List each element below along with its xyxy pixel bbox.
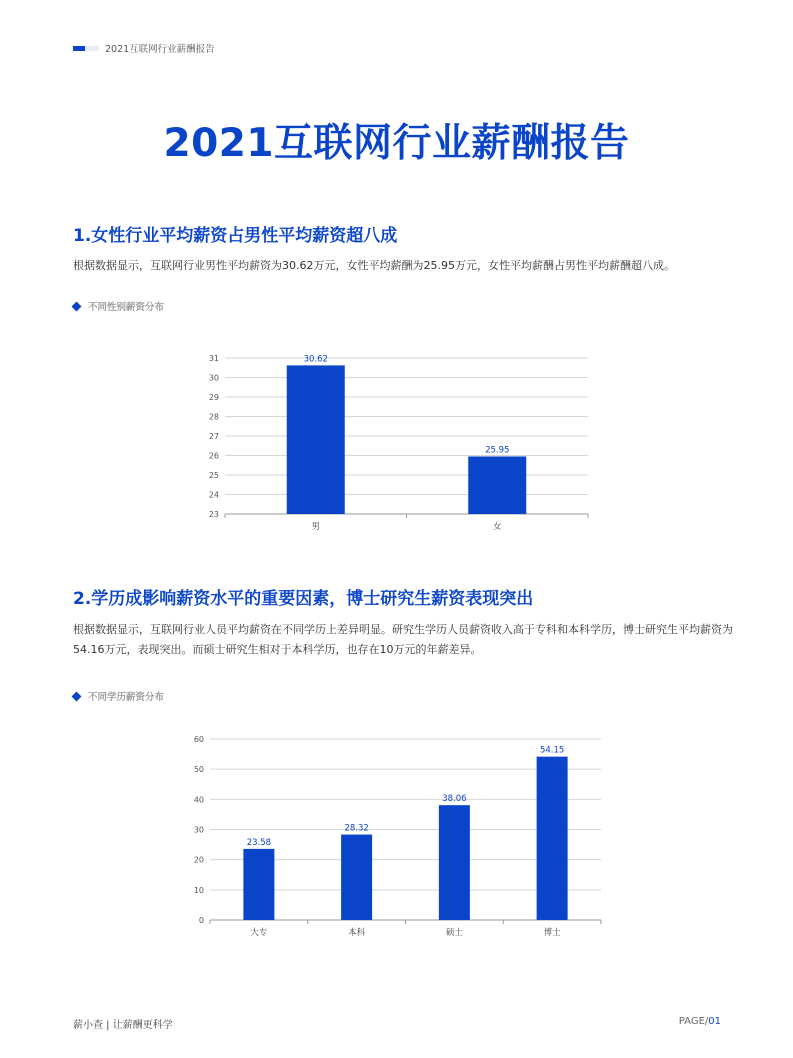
data-label: 23.58 bbox=[246, 837, 272, 848]
y-tick-label: 29 bbox=[208, 393, 219, 402]
y-tick-label: 31 bbox=[208, 354, 219, 363]
header-accent-bar bbox=[73, 46, 85, 51]
y-tick-label: 27 bbox=[208, 432, 219, 441]
data-label: 30.62 bbox=[303, 354, 328, 365]
page-header bbox=[73, 41, 215, 55]
y-tick-label: 20 bbox=[193, 855, 204, 865]
y-tick-label: 24 bbox=[208, 490, 219, 500]
y-tick-label: 26 bbox=[208, 451, 219, 461]
education-salary-chart bbox=[180, 728, 620, 943]
data-label: 38.06 bbox=[442, 794, 467, 805]
bar bbox=[537, 757, 568, 920]
y-tick-label: 23 bbox=[208, 510, 219, 519]
bar bbox=[439, 805, 470, 920]
x-tick-label: 女 bbox=[492, 522, 502, 532]
x-tick-label: 男 bbox=[311, 522, 321, 532]
y-tick-label: 30 bbox=[193, 825, 204, 835]
header-accent-bar-light bbox=[85, 46, 99, 51]
diamond-icon bbox=[72, 301, 82, 311]
x-tick-label: 博士 bbox=[543, 928, 561, 938]
data-label: 54.15 bbox=[539, 745, 565, 756]
y-tick-label: 10 bbox=[193, 885, 204, 895]
section1-title: 1.女性行业平均薪资占男性平均薪资超八成 bbox=[73, 226, 398, 246]
footer-brand: 薪小查 | 让薪酬更科学 bbox=[73, 1020, 173, 1031]
x-tick-label: 大专 bbox=[250, 928, 268, 938]
section2-paragraph: 根据数据显示，互联网行业人员平均薪资在不同学历上差异明显。研究生学历人员薪资收入高于专科和本科学历，博士研究生平均薪资为54.16万元，表现突出。而硕士研究生相对于本科学历，也存在10万元的年薪差异。 bbox=[73, 623, 733, 656]
header-title: 2021互联网行业薪酬报告 bbox=[105, 44, 215, 55]
section1-paragraph: 根据数据显示，互联网行业男性平均薪资为30.62万元，女性平均薪酬为25.95万元，女性平均薪酬占男性平均薪酬超八成。 bbox=[73, 259, 675, 272]
bar bbox=[468, 456, 526, 514]
chart1-label bbox=[73, 299, 164, 313]
y-tick-label: 50 bbox=[193, 765, 204, 775]
y-tick-label: 40 bbox=[193, 795, 204, 805]
chart2-label bbox=[73, 689, 164, 703]
x-tick-label: 硕士 bbox=[445, 928, 463, 938]
footer-page bbox=[679, 1016, 721, 1027]
x-tick-label: 本科 bbox=[348, 928, 366, 938]
diamond-icon bbox=[72, 691, 82, 701]
section2-title: 2.学历成影响薪资水平的重要因素，博士研究生薪资表现突出 bbox=[73, 589, 534, 609]
bar bbox=[243, 849, 274, 920]
y-tick-label: 0 bbox=[198, 916, 204, 925]
data-label: 28.32 bbox=[344, 823, 369, 834]
page-number: 01 bbox=[708, 1016, 721, 1027]
gender-salary-chart bbox=[190, 340, 610, 540]
y-tick-label: 30 bbox=[208, 373, 219, 383]
bar bbox=[287, 365, 345, 514]
bar bbox=[341, 835, 372, 920]
chart1-label-text: 不同性别薪资分布 bbox=[88, 302, 165, 313]
y-tick-label: 28 bbox=[208, 412, 219, 422]
chart2-label-text: 不同学历薪资分布 bbox=[88, 692, 165, 703]
data-label: 25.95 bbox=[485, 445, 510, 456]
page-title: 2021互联网行业薪酬报告 bbox=[163, 121, 630, 166]
y-tick-label: 60 bbox=[193, 735, 204, 744]
page-label: PAGE/ bbox=[678, 1016, 709, 1027]
y-tick-label: 25 bbox=[208, 471, 219, 480]
